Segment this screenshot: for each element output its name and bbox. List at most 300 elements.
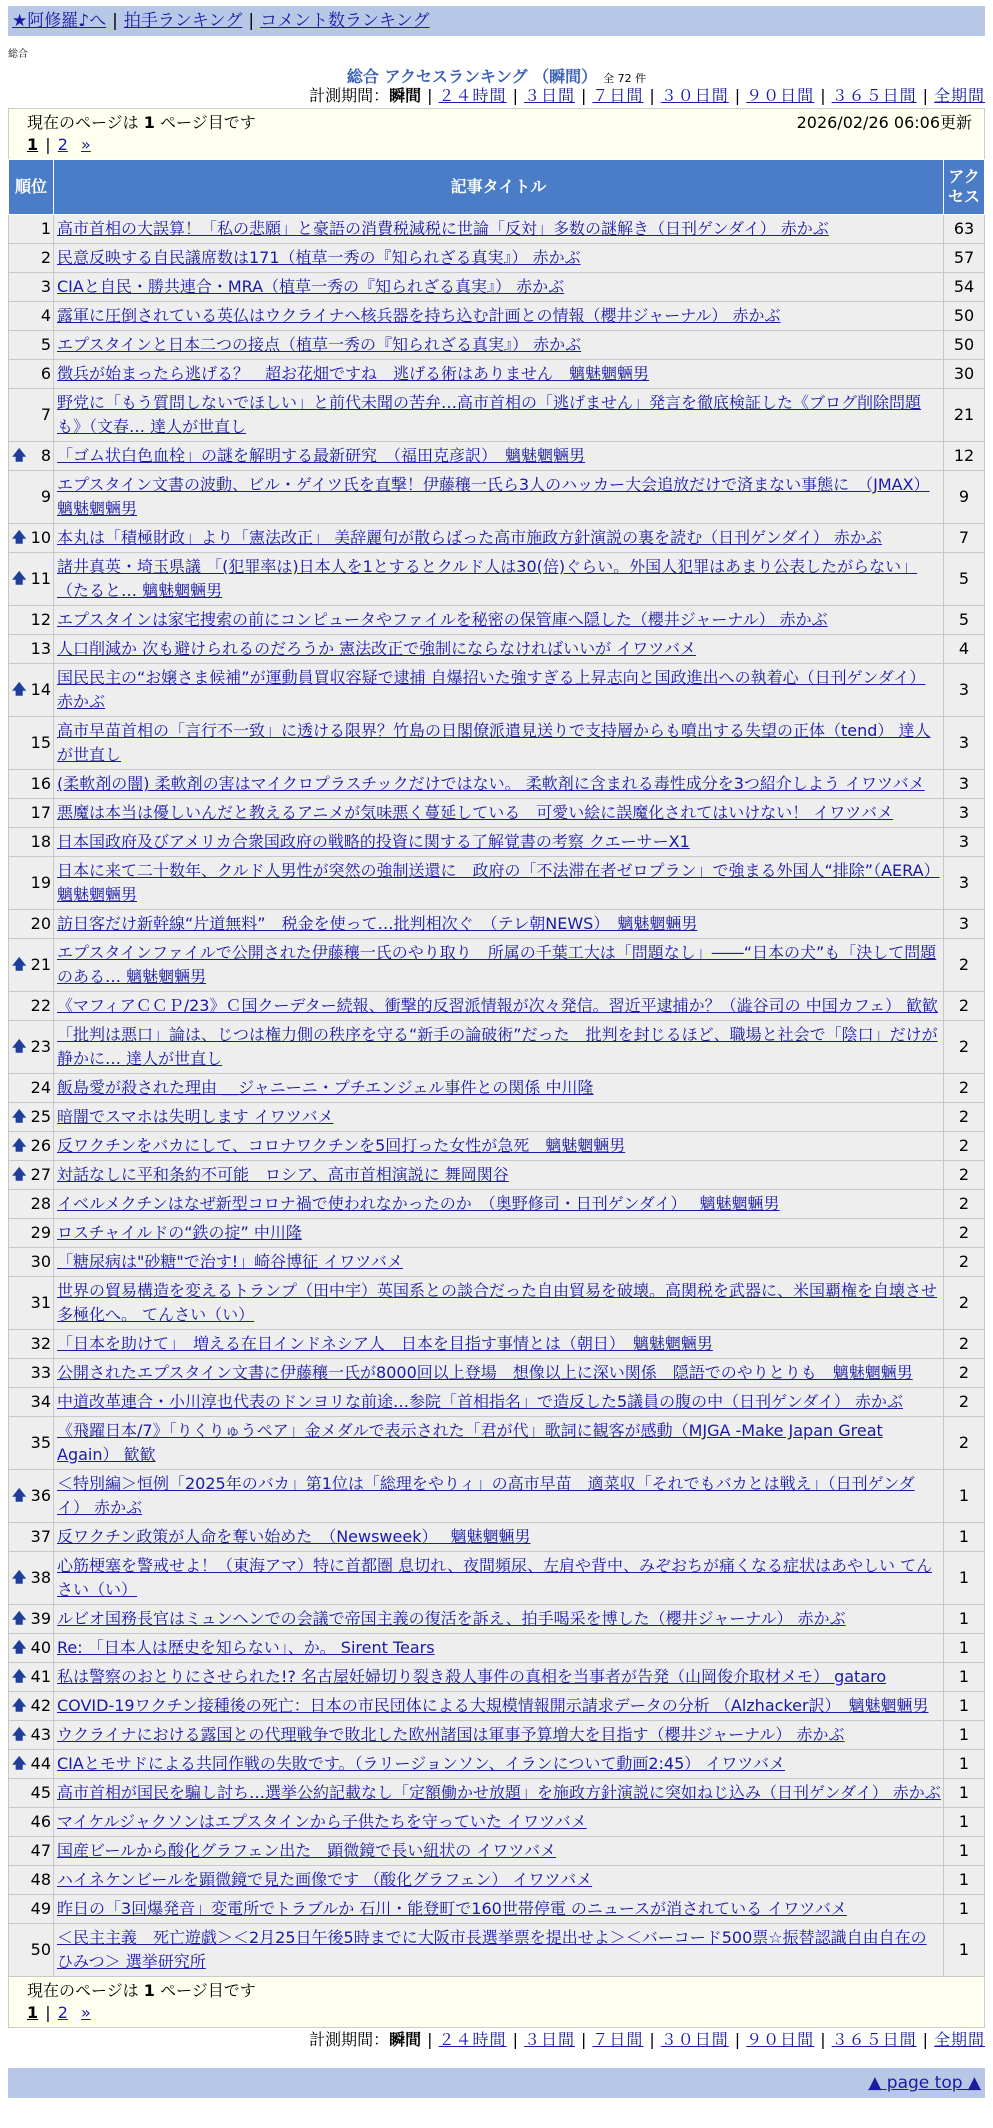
period-link[interactable]: ７日間	[592, 86, 644, 105]
article-link[interactable]: エプスタイン文書の波動、ビル・ゲイツ氏を直撃！伊藤穰一氏ら3人のハッカー大会追放だけで済まない事態に （JMAX） 魑魅魍魎男	[57, 475, 930, 518]
rank-cell	[9, 1634, 54, 1663]
article-link[interactable]: ロスチャイルドの“鉄の掟” 中川隆	[57, 1223, 302, 1242]
rank-cell	[9, 1721, 54, 1750]
col-header-title: 記事タイトル	[54, 160, 944, 215]
updated-time: 2026/02/26 06:06更新	[796, 113, 972, 132]
article-link[interactable]: 「日本を助けて」 増える在日インドネシア人 日本を目指す事情とは（朝日） 魑魅魍魎男	[57, 1334, 713, 1353]
up-arrow-icon: 🡅	[12, 1698, 27, 1714]
article-link[interactable]: ＜民主主義 死亡遊戯＞＜2月25日午後5時までに大阪市長選挙票を提出せよ＞＜バーコード500票☆振替認識自由自在のひみつ＞ 選挙研究所	[57, 1928, 927, 1971]
article-link[interactable]: 世界の貿易構造を変えるトランプ（田中宇）英国系との談合だった自由貿易を破壊。高関税を武器に、米国覇権を自壊させ多極化へ。 てんさい（い）	[57, 1281, 938, 1324]
rank-cell	[9, 939, 54, 992]
title-cell	[54, 471, 944, 524]
article-link[interactable]: 露軍に圧倒されている英仏はウクライナへ核兵器を持ち込む計画との情報（櫻井ジャーナル） 赤かぶ	[57, 306, 781, 325]
table-row	[9, 1779, 985, 1808]
article-link[interactable]: 民意反映する自民議席数は171（植草一秀の『知られざる真実』） 赤かぶ	[57, 248, 581, 267]
period-link[interactable]: ３６５日間	[831, 86, 917, 105]
period-link[interactable]: 全期間	[933, 86, 985, 105]
table-row	[9, 1219, 985, 1248]
title-cell	[54, 1663, 944, 1692]
rank-cell	[9, 1388, 54, 1417]
next-page-link[interactable]: »	[81, 135, 91, 154]
table-row	[9, 1021, 985, 1074]
access-count: 50	[944, 302, 985, 331]
access-count: 3	[944, 828, 985, 857]
access-count: 1	[944, 1779, 985, 1808]
page-title	[8, 64, 985, 84]
rank-cell	[9, 1663, 54, 1692]
up-arrow-icon: 🡅	[12, 1570, 27, 1586]
access-count: 1	[944, 1750, 985, 1779]
title-cell	[54, 1895, 944, 1924]
up-arrow-icon: 🡅	[12, 1640, 27, 1656]
access-count: 1	[944, 1663, 985, 1692]
access-count: 12	[944, 442, 985, 471]
article-link[interactable]: マイケルジャクソンはエプスタインから子供たちを守っていた イワツバメ	[57, 1812, 587, 1831]
table-row	[9, 389, 985, 442]
article-link[interactable]: エプスタインは家宅捜索の前にコンピュータやファイルを秘密の保管庫へ隠した（櫻井ジャーナル） 赤かぶ	[57, 610, 828, 629]
rank-cell	[9, 1866, 54, 1895]
rank-number: 29	[30, 1223, 51, 1242]
access-count: 9	[944, 471, 985, 524]
rank-number: 9	[40, 487, 51, 506]
table-row	[9, 360, 985, 389]
title-cell	[54, 1074, 944, 1103]
access-count: 2	[944, 1074, 985, 1103]
article-link[interactable]: 人口削減か 次も避けられるのだろうか 憲法改正で強制にならなければいいが イワツバメ	[57, 639, 696, 658]
up-arrow-icon: 🡅	[12, 1109, 27, 1125]
nav-link-comment-ranking[interactable]: コメント数ランキング	[260, 11, 430, 31]
title-cell	[54, 1330, 944, 1359]
access-count: 2	[944, 1277, 985, 1330]
page-top-link[interactable]: ▲ page top ▲	[868, 2073, 981, 2093]
article-link[interactable]: 対話なしに平和条約不可能 ロシア、高市首相演説に 舞岡関谷	[57, 1165, 509, 1184]
rank-number: 26	[30, 1136, 51, 1155]
rank-number: 27	[30, 1165, 51, 1184]
rank-cell	[9, 992, 54, 1021]
table-row	[9, 770, 985, 799]
table-row	[9, 799, 985, 828]
rank-cell	[9, 1161, 54, 1190]
title-cell	[54, 1103, 944, 1132]
rank-number: 21	[30, 955, 51, 974]
access-count: 2	[944, 1417, 985, 1470]
rank-number: 44	[30, 1754, 51, 1773]
rank-number: 32	[30, 1334, 51, 1353]
table-row	[9, 1190, 985, 1219]
rank-number: 39	[30, 1609, 51, 1628]
rank-cell	[9, 1692, 54, 1721]
table-row	[9, 664, 985, 717]
title-cell	[54, 244, 944, 273]
title-cell	[54, 939, 944, 992]
article-link[interactable]: CIAと自民・勝共連合・MRA（植草一秀の『知られざる真実』） 赤かぶ	[57, 277, 565, 296]
period-link[interactable]: 全期間	[933, 2030, 985, 2049]
article-link[interactable]: 心筋梗塞を警戒せよ！（東海アマ）特に首都圏 息切れ、夜間頻尿、左肩や背中、みぞおちが痛くなる症状はあやしい てんさい（い）	[57, 1556, 933, 1599]
period-link[interactable]: ２４時間	[438, 2030, 507, 2049]
rank-cell	[9, 1132, 54, 1161]
title-cell	[54, 635, 944, 664]
rank-cell	[9, 1277, 54, 1330]
pager-bottom	[8, 1977, 985, 2028]
rank-number: 25	[30, 1107, 51, 1126]
table-row	[9, 1074, 985, 1103]
article-link[interactable]: イベルメクチンはなぜ新型コロナ禍で使われなかったのか （奥野修司・日刊ゲンダイ） 魑魅魍魎男	[57, 1194, 780, 1213]
table-row	[9, 471, 985, 524]
current-page: 1	[27, 2003, 39, 2022]
rank-cell	[9, 553, 54, 606]
article-link[interactable]: (柔軟剤の闇) 柔軟剤の害はマイクロプラスチックだけではない。 柔軟剤に含まれる毒性成分を3つ紹介しよう イワツバメ	[57, 774, 925, 793]
article-link[interactable]: 反ワクチン政策が人命を奪い始めた （Newsweek） 魑魅魍魎男	[57, 1527, 531, 1546]
title-cell	[54, 302, 944, 331]
period-link[interactable]: ９０日間	[746, 86, 815, 105]
article-link[interactable]: 野党に「もう質問しないでほしい」と前代未聞の苦弁…高市首相の「逃げません」発言を徹底検証した《ブログ削除問題も》（文春… 達人が世直し	[57, 393, 922, 436]
up-arrow-icon: 🡅	[12, 530, 27, 546]
title-cell	[54, 1523, 944, 1552]
access-count: 7	[944, 524, 985, 553]
title-cell	[54, 857, 944, 910]
rank-number: 35	[30, 1433, 51, 1452]
table-row	[9, 1924, 985, 1977]
rank-cell	[9, 910, 54, 939]
rank-number: 45	[30, 1783, 51, 1802]
table-row	[9, 244, 985, 273]
access-count: 1	[944, 1866, 985, 1895]
rank-number: 3	[40, 277, 51, 296]
total-count: 全 72 件	[603, 72, 647, 85]
access-count: 1	[944, 1523, 985, 1552]
article-link[interactable]: COVID-19ワクチン接種後の死亡：日本の市民団体による大規模情報開示請求データの分析 （Alzhacker訳） 魑魅魍魎男	[57, 1696, 929, 1715]
article-link[interactable]: 中道改革連合・小川淳也代表のドンヨリな前途…参院「首相指名」で造反した5議員の腹の中（日刊ゲンダイ） 赤かぶ	[57, 1392, 903, 1411]
access-count: 3	[944, 717, 985, 770]
article-link[interactable]: エプスタインと日本二つの接点（植草一秀の『知られざる真実』） 赤かぶ	[57, 335, 582, 354]
rank-number: 8	[40, 446, 51, 465]
article-link[interactable]: 日本国政府及びアメリカ合衆国政府の戦略的投資に関する了解覚書の考察 クエーサーX1	[57, 832, 690, 851]
article-link[interactable]: 悪魔は本当は優しいんだと教えるアニメが気味悪く蔓延している 可愛い絵に誤魔化されてはいけない！ イワツバメ	[57, 803, 893, 822]
rank-number: 6	[40, 364, 51, 383]
up-arrow-icon: 🡅	[12, 682, 27, 698]
rank-cell	[9, 471, 54, 524]
rank-cell	[9, 1074, 54, 1103]
access-count: 1	[944, 1692, 985, 1721]
title-cell	[54, 389, 944, 442]
title-cell	[54, 1552, 944, 1605]
rank-cell	[9, 1330, 54, 1359]
rank-number: 18	[30, 832, 51, 851]
table-row	[9, 1808, 985, 1837]
article-link[interactable]: 高市早苗首相の「言行不一致」に透ける限界？竹島の日閣僚派遣見送りで支持層からも噴出する失望の正体（tend） 達人が世直し	[57, 721, 931, 764]
article-link[interactable]: 私は警察のおとりにさせられた!? 名古屋妊婦切り裂き殺人事件の真相を当事者が告発（山岡俊介取材メモ） gataro	[57, 1667, 887, 1686]
table-row	[9, 1605, 985, 1634]
rank-number: 28	[30, 1194, 51, 1213]
nav-link-applause-ranking[interactable]: 拍手ランキング	[123, 11, 243, 31]
access-count: 21	[944, 389, 985, 442]
table-row	[9, 331, 985, 360]
title-cell	[54, 799, 944, 828]
title-cell	[54, 770, 944, 799]
access-count: 1	[944, 1895, 985, 1924]
title-cell	[54, 1692, 944, 1721]
rank-number: 33	[30, 1363, 51, 1382]
title-cell	[54, 273, 944, 302]
rank-cell	[9, 1021, 54, 1074]
table-row	[9, 1103, 985, 1132]
access-count: 2	[944, 1248, 985, 1277]
article-link[interactable]: 高市首相が国民を騙し討ち…選挙公約記載なし「定額働かせ放題」を施政方針演説に突如ねじ込み（日刊ゲンダイ） 赤かぶ	[57, 1783, 941, 1802]
table-row	[9, 1161, 985, 1190]
rank-number: 34	[30, 1392, 51, 1411]
rank-cell	[9, 331, 54, 360]
article-link[interactable]: 日本に来て二十数年、クルド人男性が突然の強制送還に 政府の「不法滞在者ゼロプラン」で強まる外国人“排除”（AERA） 魑魅魍魎男	[57, 861, 940, 904]
rank-number: 50	[30, 1940, 51, 1959]
nav-link-asyura[interactable]: ★阿修羅♪へ	[12, 11, 107, 31]
table-row	[9, 302, 985, 331]
up-arrow-icon: 🡅	[12, 1039, 27, 1055]
title-cell	[54, 1837, 944, 1866]
rank-cell	[9, 1605, 54, 1634]
rank-cell	[9, 389, 54, 442]
title-cell	[54, 553, 944, 606]
title-cell	[54, 1721, 944, 1750]
title-cell	[54, 1779, 944, 1808]
access-count: 2	[944, 1103, 985, 1132]
access-count: 3	[944, 910, 985, 939]
table-row	[9, 606, 985, 635]
table-row	[9, 1523, 985, 1552]
title-cell	[54, 1605, 944, 1634]
title-cell	[54, 215, 944, 244]
table-row	[9, 1634, 985, 1663]
article-link[interactable]: ウクライナにおける露国との代理戦争で敗北した欧州諸国は軍事予算増大を目指す（櫻井ジャーナル） 赤かぶ	[57, 1725, 845, 1744]
table-row	[9, 910, 985, 939]
rank-cell	[9, 273, 54, 302]
title-cell	[54, 1634, 944, 1663]
table-row	[9, 1663, 985, 1692]
rank-cell	[9, 1523, 54, 1552]
article-link[interactable]: CIAとモサドによる共同作戦の失敗です。（ラリージョンソン、イランについて動画2:45） イワツバメ	[57, 1754, 786, 1773]
pager-top	[8, 108, 985, 159]
next-page-link[interactable]: »	[81, 2003, 91, 2022]
rank-number: 40	[30, 1638, 51, 1657]
access-count: 2	[944, 1161, 985, 1190]
article-link[interactable]: 暗闇でスマホは失明します イワツバメ	[57, 1107, 334, 1126]
rank-number: 5	[40, 335, 51, 354]
table-row	[9, 1552, 985, 1605]
rank-cell	[9, 857, 54, 910]
article-link[interactable]: エプスタインファイルで公開された伊藤穰一氏のやり取り 所属の千葉工大は「問題なし」――“日本の犬”も「決して問題のある… 魑魅魍魎男	[57, 943, 937, 986]
period-link[interactable]: ３日間	[523, 86, 575, 105]
title-cell	[54, 1219, 944, 1248]
table-row	[9, 215, 985, 244]
table-row	[9, 1721, 985, 1750]
article-link[interactable]: 公開されたエプスタイン文書に伊藤穰一氏が8000回以上登場 想像以上に深い関係 隠語でのやりとりも 魑魅魍魎男	[57, 1363, 913, 1382]
title-cell	[54, 1277, 944, 1330]
page-title-text: 総合 アクセスランキング （瞬間）	[346, 67, 598, 86]
page-links: 1 | 2 »	[27, 2003, 91, 2022]
period-current: 瞬間	[389, 86, 422, 105]
article-link[interactable]: 国産ビールから酸化グラフェン出た 顕微鏡で長い紐状の イワツバメ	[57, 1841, 557, 1860]
table-row	[9, 1895, 985, 1924]
access-count: 5	[944, 553, 985, 606]
article-link[interactable]: 本丸は「積極財政」より「憲法改正」 美辞麗句が散らばった高市施政方針演説の裏を読む（日刊ゲンダイ） 赤かぶ	[57, 528, 882, 547]
current-page: 1	[27, 135, 39, 154]
article-link[interactable]: ハイネケンビールを顕微鏡で見た画像です （酸化グラフェン） イワツバメ	[57, 1870, 593, 1889]
access-count: 2	[944, 1190, 985, 1219]
rank-cell	[9, 1103, 54, 1132]
rank-cell	[9, 828, 54, 857]
table-row	[9, 1750, 985, 1779]
article-link[interactable]: 徴兵が始まったら逃げる？ 超お花畑ですね 逃げる術はありません 魑魅魍魎男	[57, 364, 650, 383]
access-count: 1	[944, 1634, 985, 1663]
rank-cell	[9, 360, 54, 389]
access-count: 54	[944, 273, 985, 302]
rank-number: 7	[40, 405, 51, 424]
page-status: 現在のページは 1 ページ目です	[27, 113, 256, 132]
title-cell	[54, 331, 944, 360]
rank-cell	[9, 1190, 54, 1219]
period-link[interactable]: ７日間	[592, 2030, 644, 2049]
rank-cell	[9, 1219, 54, 1248]
rank-cell	[9, 442, 54, 471]
rank-cell	[9, 1552, 54, 1605]
article-link[interactable]: ＜特別編＞恒例「2025年のバカ」第1位は「総理をやりィ」の高市早苗 適菜収「それでもバカとは戦え」（日刊ゲンダイ） 赤かぶ	[57, 1474, 915, 1517]
access-count: 3	[944, 799, 985, 828]
access-count: 63	[944, 215, 985, 244]
title-cell	[54, 1750, 944, 1779]
rank-cell	[9, 606, 54, 635]
title-cell	[54, 1417, 944, 1470]
category-label: 総合	[8, 49, 28, 60]
access-count: 57	[944, 244, 985, 273]
article-link[interactable]: 反ワクチンをバカにして、コロナワクチンを5回打った女性が急死 魑魅魍魎男	[57, 1136, 626, 1155]
article-link[interactable]: 「糖尿病は"砂糖"で治す!」崎谷博征 イワツバメ	[57, 1252, 403, 1271]
access-count: 2	[944, 1388, 985, 1417]
rank-cell	[9, 635, 54, 664]
table-row	[9, 992, 985, 1021]
access-count: 3	[944, 664, 985, 717]
title-cell	[54, 1359, 944, 1388]
up-arrow-icon: 🡅	[12, 1669, 27, 1685]
rank-cell	[9, 1895, 54, 1924]
rank-cell	[9, 1359, 54, 1388]
rank-cell	[9, 524, 54, 553]
table-row	[9, 1692, 985, 1721]
period-link[interactable]: ９０日間	[746, 2030, 815, 2049]
period-link[interactable]: ３６５日間	[831, 2030, 917, 2049]
rank-cell	[9, 1470, 54, 1523]
access-count: 2	[944, 939, 985, 992]
table-row	[9, 1866, 985, 1895]
access-count: 3	[944, 857, 985, 910]
rank-number: 41	[30, 1667, 51, 1686]
table-row	[9, 1277, 985, 1330]
up-arrow-icon: 🡅	[12, 1488, 27, 1504]
table-row	[9, 857, 985, 910]
rank-number: 14	[30, 680, 51, 699]
article-link[interactable]: 「ゴム状白色血栓」の謎を解明する最新研究 （福田克彦訳） 魑魅魍魎男	[57, 446, 586, 465]
footer-bar	[8, 2068, 985, 2098]
rank-number: 20	[30, 914, 51, 933]
table-row	[9, 1132, 985, 1161]
article-link[interactable]: Re: 「日本人は歴史を知らない」、か。 Sirent Tears	[57, 1638, 435, 1657]
rank-number: 48	[30, 1870, 51, 1889]
access-count: 1	[944, 1924, 985, 1977]
access-count: 2	[944, 1132, 985, 1161]
rank-number: 16	[30, 774, 51, 793]
rank-number: 17	[30, 803, 51, 822]
title-cell	[54, 1866, 944, 1895]
article-link[interactable]: 高市首相の大誤算！「私の悲願」と豪語の消費税減税に世論「反対」多数の謎解き（日刊ゲンダイ） 赤かぶ	[57, 219, 829, 238]
title-cell	[54, 524, 944, 553]
article-link[interactable]: 昨日の「3回爆発音」変電所でトラブルか 石川・能登町で160世帯停電 のニュースが消されている イワツバメ	[57, 1899, 847, 1918]
rank-number: 12	[30, 610, 51, 629]
rank-cell	[9, 1248, 54, 1277]
up-arrow-icon: 🡅	[12, 957, 27, 973]
title-cell	[54, 992, 944, 1021]
article-link[interactable]: 飯島愛が殺された理由 ＿ジャニーニ・プチエンジェル事件との関係 中川隆	[57, 1078, 594, 1097]
rank-cell	[9, 1808, 54, 1837]
title-cell	[54, 1132, 944, 1161]
col-header-rank: 順位	[9, 160, 54, 215]
rank-number: 24	[30, 1078, 51, 1097]
period-selector-bottom: 計測期間：瞬間 | ２４時間 | ３日間 | ７日間 | ３０日間 | ９０日間 | ３６５日間 | 全期間	[309, 2030, 985, 2049]
table-row	[9, 828, 985, 857]
title-cell	[54, 1924, 944, 1977]
article-link[interactable]: 「批判は悪口」論は、じつは権力側の秩序を守る“新手の論破術”だった 批判を封じるほど、職場と社会で「陰口」だけが静かに… 達人が世直し	[57, 1025, 938, 1068]
rank-cell	[9, 302, 54, 331]
rank-number: 22	[30, 996, 51, 1015]
title-cell	[54, 717, 944, 770]
access-count: 1	[944, 1837, 985, 1866]
period-link[interactable]: ３０日間	[660, 2030, 729, 2049]
up-arrow-icon: 🡅	[12, 571, 27, 587]
access-count: 1	[944, 1605, 985, 1634]
rank-number: 2	[40, 248, 51, 267]
table-row	[9, 635, 985, 664]
article-link[interactable]: 諸井真英・埼玉県議 「(犯罪率は)日本人を1とするとクルド人は30(倍)ぐらい。外国人犯罪はあまり公表したがらない」（たると… 魑魅魍魎男	[57, 557, 918, 600]
page-link-2[interactable]: 2	[57, 2003, 68, 2022]
rank-cell	[9, 717, 54, 770]
period-link[interactable]: ２４時間	[438, 86, 507, 105]
article-link[interactable]: 国民民主の“お嬢さま候補”が運動員買収容疑で逮捕 自爆招いた強すぎる上昇志向と国政進出への執着心（日刊ゲンダイ） 赤かぶ	[57, 668, 926, 711]
access-count: 2	[944, 1021, 985, 1074]
article-link[interactable]: 《マフィアＣＣＰ/23》Ｃ国クーデター続報、衝撃的反習派情報が次々発信。習近平逮捕か？（澁谷司の 中国カフェ） 歓歓	[57, 996, 939, 1015]
access-count: 2	[944, 992, 985, 1021]
title-cell	[54, 664, 944, 717]
period-link[interactable]: ３日間	[523, 2030, 575, 2049]
up-arrow-icon: 🡅	[12, 1611, 27, 1627]
top-nav	[8, 6, 985, 36]
rank-number: 13	[30, 639, 51, 658]
rank-number: 23	[30, 1037, 51, 1056]
article-link[interactable]: 訪日客だけ新幹線“片道無料” 税金を使って…批判相次ぐ （テレ朝NEWS） 魑魅魍魎男	[57, 914, 698, 933]
rank-cell	[9, 799, 54, 828]
rank-number: 49	[30, 1899, 51, 1918]
rank-number: 11	[30, 569, 51, 588]
period-link[interactable]: ３０日間	[660, 86, 729, 105]
rank-number: 42	[30, 1696, 51, 1715]
rank-number: 38	[30, 1568, 51, 1587]
title-cell	[54, 606, 944, 635]
rank-number: 10	[30, 528, 51, 547]
article-link[interactable]: 《飛躍日本/7》「りくりゅうペア」金メダルで表示された「君が代」歌詞に観客が感動（MJGA -Make Japan Great Again） 歓歓	[57, 1421, 883, 1464]
period-label: 計測期間：	[309, 2030, 390, 2049]
ranking-table	[8, 159, 985, 1977]
title-cell	[54, 1021, 944, 1074]
up-arrow-icon: 🡅	[12, 1138, 27, 1154]
article-link[interactable]: ルビオ国務長官はミュンヘンでの会議で帝国主義の復活を訴え、拍手喝采を博した（櫻井ジャーナル） 赤かぶ	[57, 1609, 846, 1628]
page-link-2[interactable]: 2	[57, 135, 68, 154]
table-row	[9, 1470, 985, 1523]
